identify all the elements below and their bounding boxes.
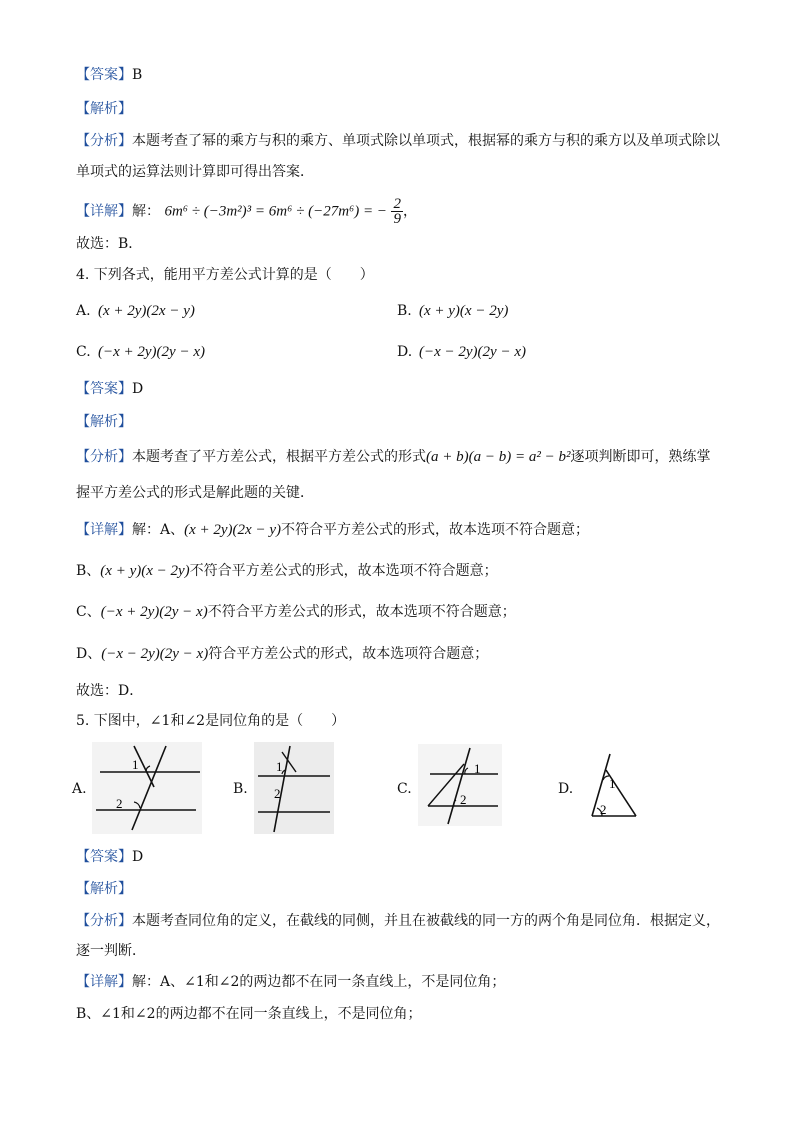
option-label: D. xyxy=(397,344,413,360)
option-c xyxy=(76,343,205,361)
q4-detail-b xyxy=(76,562,498,580)
detail-lead: D、 xyxy=(76,646,102,662)
choose-text: 故选：D． xyxy=(76,683,144,699)
q3-fenxi-line1 xyxy=(76,132,720,150)
fenxi-tag: 【分析】 xyxy=(76,913,132,929)
angle-1-label: 1 xyxy=(474,761,481,776)
figure-a xyxy=(92,742,202,834)
detail-expr: (x + y)(x − 2y) xyxy=(100,563,190,579)
q4-stem xyxy=(76,266,374,284)
figure-label-a: A. xyxy=(72,781,87,797)
q3-answer-line xyxy=(76,66,142,84)
detail-lead: 解： xyxy=(132,203,160,220)
q3-fenxi-line2 xyxy=(76,163,314,181)
formula: (a + b)(a − b) = a² − b² xyxy=(426,449,571,465)
q5-detail-a xyxy=(76,973,505,991)
xiangjie-tag: 【详解】 xyxy=(76,522,132,538)
option-label: C. xyxy=(76,344,91,360)
angle-1-label: 1 xyxy=(609,776,616,791)
fenxi-text: 本题考查了幂的乘方与积的乘方、单项式除以单项式，根据幂的乘方与积的乘方以及单项式除以 xyxy=(132,133,720,149)
detail-text: 不符合平方差公式的形式，故本选项不符合题意； xyxy=(189,563,498,579)
angle-2-label: 2 xyxy=(116,796,123,811)
q5-fenxi-line1 xyxy=(76,912,720,930)
figure-c xyxy=(418,744,502,826)
detail-text: 符合平方差公式的形式，故本选项符合题意； xyxy=(208,646,489,662)
detail-text: 解：A、∠1和∠2的两边都不在同一条直线上，不是同位角； xyxy=(132,974,506,990)
option-b xyxy=(397,302,508,320)
fenxi-text: 本题考查了平方差公式，根据平方差公式的形式 xyxy=(132,449,426,465)
q5-fenxi-line2 xyxy=(76,942,146,960)
fenxi-text-cont: 握平方差公式的形式是解此题的关键． xyxy=(76,485,314,501)
figure-d xyxy=(584,752,644,824)
figure-label-b: B. xyxy=(233,781,248,797)
detail-expr: (−x − 2y)(2y − x) xyxy=(101,646,209,662)
xiangjie-tag: 【详解】 xyxy=(76,203,132,220)
calc-end: ， xyxy=(402,203,417,220)
q3-detail-line xyxy=(76,197,417,226)
q5-analysis-tag xyxy=(76,880,132,898)
angle-2-label: 2 xyxy=(600,802,607,817)
q4-fenxi-line2 xyxy=(76,484,314,502)
detail-text: B、∠1和∠2的两边都不在同一条直线上，不是同位角； xyxy=(76,1006,422,1022)
fraction-denominator: 9 xyxy=(393,211,401,227)
figure-label-d: D. xyxy=(558,781,574,797)
detail-lead: 解：A、 xyxy=(132,522,185,538)
q4-detail-d xyxy=(76,645,488,663)
question-stem: 4. 下列各式，能用平方差公式计算的是（ ） xyxy=(76,267,374,283)
answer-value: B xyxy=(132,67,143,83)
detail-lead: C、 xyxy=(76,604,101,620)
answer-tag: 【答案】 xyxy=(76,849,132,865)
q5-detail-b xyxy=(76,1005,422,1023)
q4-analysis-tag xyxy=(76,413,132,431)
answer-value: D xyxy=(132,381,144,397)
fenxi-text: 本题考查同位角的定义，在截线的同侧，并且在被截线的同一方的两个角是同位角．根据定义， xyxy=(132,913,720,929)
option-expr: (x + 2y)(2x − y) xyxy=(98,303,195,319)
angle-1-label: 1 xyxy=(276,759,283,774)
fenxi-tag: 【分析】 xyxy=(76,133,132,149)
figure-b xyxy=(254,742,334,834)
calc-expression: 6m⁶ ÷ (−3m²)³ = 6m⁶ ÷ (−27m⁶) = − xyxy=(164,203,387,220)
detail-text: 不符合平方差公式的形式，故本选项不符合题意； xyxy=(207,604,516,620)
fenxi-tag: 【分析】 xyxy=(76,449,132,465)
answer-tag: 【答案】 xyxy=(76,381,132,397)
detail-text: 不符合平方差公式的形式，故本选项不符合题意； xyxy=(280,522,589,538)
xiangjie-tag: 【详解】 xyxy=(76,974,132,990)
option-label: A. xyxy=(76,303,91,319)
fraction xyxy=(391,197,403,226)
fraction-numerator: 2 xyxy=(393,196,401,212)
fenxi-text-cont: 单项式的运算法则计算即可得出答案． xyxy=(76,164,314,180)
option-expr: (x + y)(x − 2y) xyxy=(419,303,509,319)
option-a xyxy=(76,302,195,320)
detail-expr: (−x + 2y)(2y − x) xyxy=(100,604,208,620)
q5-stem xyxy=(76,712,345,730)
detail-expr: (x + 2y)(2x − y) xyxy=(184,522,281,538)
option-expr: (−x + 2y)(2y − x) xyxy=(98,344,205,360)
figure-bg xyxy=(92,742,202,834)
q5-answer-line xyxy=(76,848,143,866)
angle-2-label: 2 xyxy=(274,786,281,801)
q4-fenxi-line1 xyxy=(76,448,710,466)
figure-bg xyxy=(254,742,334,834)
q3-analysis-tag xyxy=(76,100,132,118)
analysis-tag: 【解析】 xyxy=(76,414,132,430)
angle-1-label: 1 xyxy=(132,757,139,772)
figure-label-c: C. xyxy=(397,781,412,797)
q4-detail-c xyxy=(76,603,516,621)
choose-text: 故选：B． xyxy=(76,236,143,252)
q4-answer-line xyxy=(76,380,143,398)
answer-value: D xyxy=(132,849,144,865)
analysis-tag: 【解析】 xyxy=(76,101,132,117)
answer-tag: 【答案】 xyxy=(76,67,132,83)
option-d xyxy=(397,343,526,361)
analysis-tag: 【解析】 xyxy=(76,881,132,897)
q4-detail-a xyxy=(76,521,589,539)
angle-2-label: 2 xyxy=(460,792,467,807)
fenxi-text-cont: 逐一判断． xyxy=(76,943,146,959)
detail-lead: B、 xyxy=(76,563,101,579)
option-expr: (−x − 2y)(2y − x) xyxy=(419,344,526,360)
question-stem: 5. 下图中，∠1和∠2是同位角的是（ ） xyxy=(76,713,346,729)
option-label: B. xyxy=(397,303,412,319)
q4-choose xyxy=(76,682,143,700)
fenxi-text-b: 逐项判断即可，熟练掌 xyxy=(570,449,711,465)
q3-choose xyxy=(76,235,142,253)
